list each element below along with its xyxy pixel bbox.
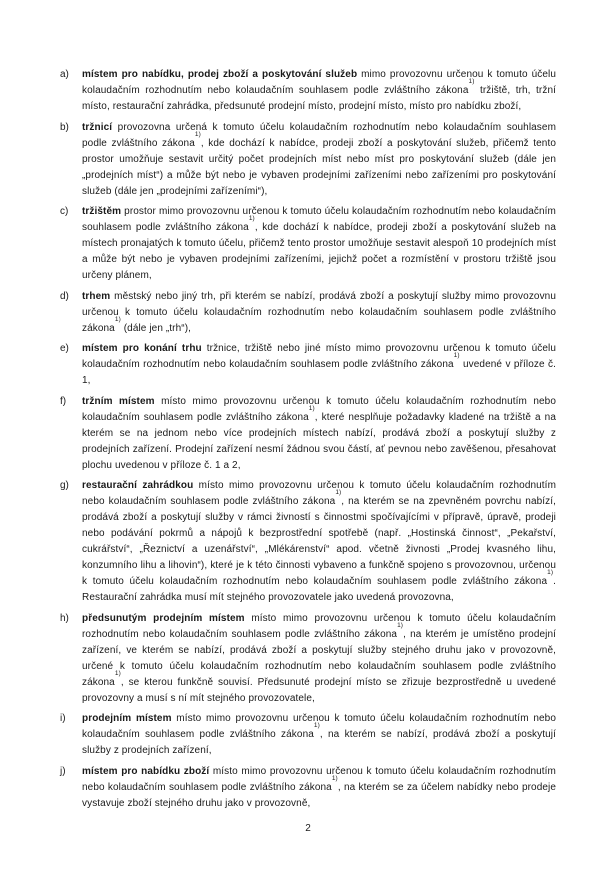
item-label: g) — [60, 480, 69, 491]
item-label: i) — [60, 713, 66, 724]
text-part: místo mimo provozovnu určenou k tomuto účelu kolaudačním rozhodnutím nebo kolaudačním souhlasem podle zvláštního zákona — [82, 713, 556, 740]
list-item-a — [60, 67, 556, 115]
text-part: , které nesplňuje požadavky kladené na tržiště a na kterém se na jednom nebo více prodejních místech nabízí, prodává zboží a poskytují služby z prodejních zařízení. Prodejní zařízení nesmí žádnou svou částí, ať pevnou nebo zavěšenou, přesahovat plochu uvedenou v příloze č. 1 a 2, — [82, 411, 556, 471]
defined-term: restaurační zahrádkou — [82, 480, 194, 491]
footnote-ref: 1) — [308, 404, 315, 412]
list-item-d — [60, 289, 556, 337]
list-item-g — [60, 478, 556, 606]
footnote-ref: 1) — [331, 774, 338, 782]
footnote-ref: 1) — [248, 215, 255, 222]
footnote-ref: 1) — [194, 130, 201, 138]
defined-term: předsunutým prodejním místem — [82, 612, 245, 624]
item-text — [82, 611, 556, 707]
item-label: b) — [60, 121, 69, 133]
defined-term: tržním místem — [82, 395, 155, 407]
text-part: tržnice, tržiště nebo jiné místo mimo provozovnu určenou k tomuto účelu kolaudačním rozhodnutím nebo kolaudačním souhlasem podle zvláštního zákona — [82, 343, 556, 370]
list-item-e — [60, 341, 556, 389]
text-part: , kde dochází k nabídce, prodeji zboží a poskytování služeb na místech pronajatých k tomuto účelu, přičemž tento prostor umožňuje sestavit alespoň 10 prodejních míst a může být nebo je vybaven prodejními zařízeními, jejichž počet a rozmístění v prostoru tržiště jsou určeny plánem, — [82, 222, 556, 281]
item-label: c) — [60, 206, 69, 217]
item-label: j) — [60, 765, 66, 777]
text-part: , na kterém je umístěno prodejní zařízení, ve kterém se nabízí, prodává zboží a poskytují služby stejného druhu jako v provozovně, určené k tomuto účelu kolaudačním rozhodnutím nebo kolaudačním souhlasem podle zvláštního zákona — [82, 628, 557, 688]
text-part: , kde dochází k nabídce, prodeji zboží a poskytování služeb, přičemž tento prostor umožňuje sestavit určitý počet prodejních míst nebo míst pro poskytování služeb (dále jen „prodejních míst“) a může být nebo je vybaven prodejními zařízeními nebo zařízeními pro poskytování služeb (dále jen „prodejními zařízeními“), — [82, 137, 556, 197]
list-item-i — [60, 711, 556, 759]
footnote-ref: 1) — [468, 78, 475, 85]
text-part: místo mimo provozovnu určenou k tomuto účelu kolaudačním rozhodnutím nebo kolaudačním souhlasem podle zvláštního zákona — [82, 612, 556, 640]
text-part: (dále jen „trh“), — [120, 322, 191, 334]
defined-term: místem pro nabídku, prodej zboží a poskytování služeb — [82, 69, 358, 80]
defined-term: tržnicí — [82, 121, 113, 133]
list-item-h — [60, 611, 556, 707]
defined-term: místem pro konání trhu — [82, 343, 202, 354]
item-label: e) — [60, 343, 69, 354]
text-part: uvedené v příloze č. 1, — [82, 359, 556, 386]
footnote-ref: 1) — [397, 621, 404, 629]
list-item-f — [60, 394, 556, 474]
defined-term: trhem — [82, 290, 111, 302]
text-part: mimo provozovnu určenou k tomuto účelu kolaudačním rozhodnutím nebo kolaudačním souhlasem podle zvláštního zákona — [82, 69, 556, 96]
item-text — [82, 204, 556, 284]
footnote-ref: 1) — [114, 315, 121, 323]
text-part: , na kterém se za účelem nabídky nebo prodeje vystavuje zboží stejného druhu jako v provozovně, — [82, 781, 557, 809]
text-part: místo mimo provozovnu určenou k tomuto účelu kolaudačním rozhodnutím nebo kolaudačním souhlasem podle zvláštního zákona — [82, 395, 557, 423]
footnote-ref: 1) — [114, 669, 121, 677]
item-text — [82, 711, 556, 759]
footnote-ref: 1) — [335, 489, 342, 496]
text-part: prostor mimo provozovnu určenou k tomuto účelu kolaudačním rozhodnutím nebo kolaudačním souhlasem podle zvláštního zákona — [82, 206, 556, 233]
definitions-list — [60, 67, 556, 816]
text-part: tržiště, trh, tržní místo, restaurační zahrádka, předsunuté prodejní místo, prodejní místo, místo pro nabídku zboží, — [82, 85, 556, 112]
item-text — [82, 341, 556, 389]
item-text — [82, 764, 556, 812]
item-label: h) — [60, 612, 69, 624]
footnote-ref: 1) — [547, 569, 554, 576]
footnote-ref: 1) — [453, 352, 460, 359]
text-part: místo mimo provozovnu určenou k tomuto účelu kolaudačním rozhodnutím nebo kolaudačním souhlasem podle zvláštního zákona — [82, 765, 556, 793]
text-part: , na kterém se nabízí, prodává zboží a poskytují služby z prodejních zařízení, — [82, 729, 556, 756]
item-label: d) — [60, 290, 69, 302]
item-label: f) — [60, 395, 67, 407]
defined-term: tržištěm — [82, 206, 122, 217]
text-part: provozovna určená k tomuto účelu kolaudačním rozhodnutím nebo kolaudačním souhlasem podle zvláštního zákona — [82, 121, 556, 149]
text-part: , se kterou funkčně souvisí. Předsunuté prodejní místo se zřizuje bezprostředně u uvedené provozovny a musí s ní mít stejného provozovatele, — [82, 676, 556, 704]
text-part: místo mimo provozovnu určenou k tomuto účelu kolaudačním rozhodnutím nebo kolaudačním souhlasem podle zvláštního zákona — [82, 480, 556, 507]
item-text — [82, 120, 556, 200]
item-text — [82, 289, 556, 337]
item-label: a) — [60, 69, 69, 80]
item-text — [82, 67, 556, 115]
text-part: . Restaurační zahrádka musí mít stejného provozovatele jako uvedená provozovna, — [82, 576, 556, 603]
list-item-c — [60, 204, 556, 284]
defined-term: prodejním místem — [82, 713, 172, 724]
item-text — [82, 478, 556, 606]
text-part: , na kterém se na zpevněném povrchu nabízí, prodává zboží a poskytují služby v rámci živností s činnostmi spočívajícími v přípravě, úpravě, prodeji nebo podávání pokrmů a nápojů k bezprostřední spotřebě (např. „Hostinská činnost“, „Pekařství, cukrářství“, „Řeznictví a uzenářství“, „Mlékárenství“ apod. včetně živnosti „Prodej kvasného lihu, konzumního lihu a lihovin“), které je k této činnosti vybaveno a funkčně spojeno s provozovnou, určenou k tomuto účelu kolaudačním rozhodnutím nebo kolaudačním souhlasem podle zvláštního zákona — [82, 496, 556, 587]
defined-term: místem pro nabídku zboží — [82, 765, 210, 777]
list-item-j — [60, 764, 556, 812]
text-part: městský nebo jiný trh, při kterém se nabízí, prodává zboží a poskytují služby mimo provozovnu určenou k tomuto účelu kolaudačním rozhodnutím nebo kolaudačním souhlasem podle zvláštního zákona — [82, 290, 556, 334]
page-number: 2 — [305, 823, 311, 834]
item-text — [82, 394, 556, 474]
footnote-ref: 1) — [313, 722, 320, 729]
list-item-b — [60, 120, 556, 200]
